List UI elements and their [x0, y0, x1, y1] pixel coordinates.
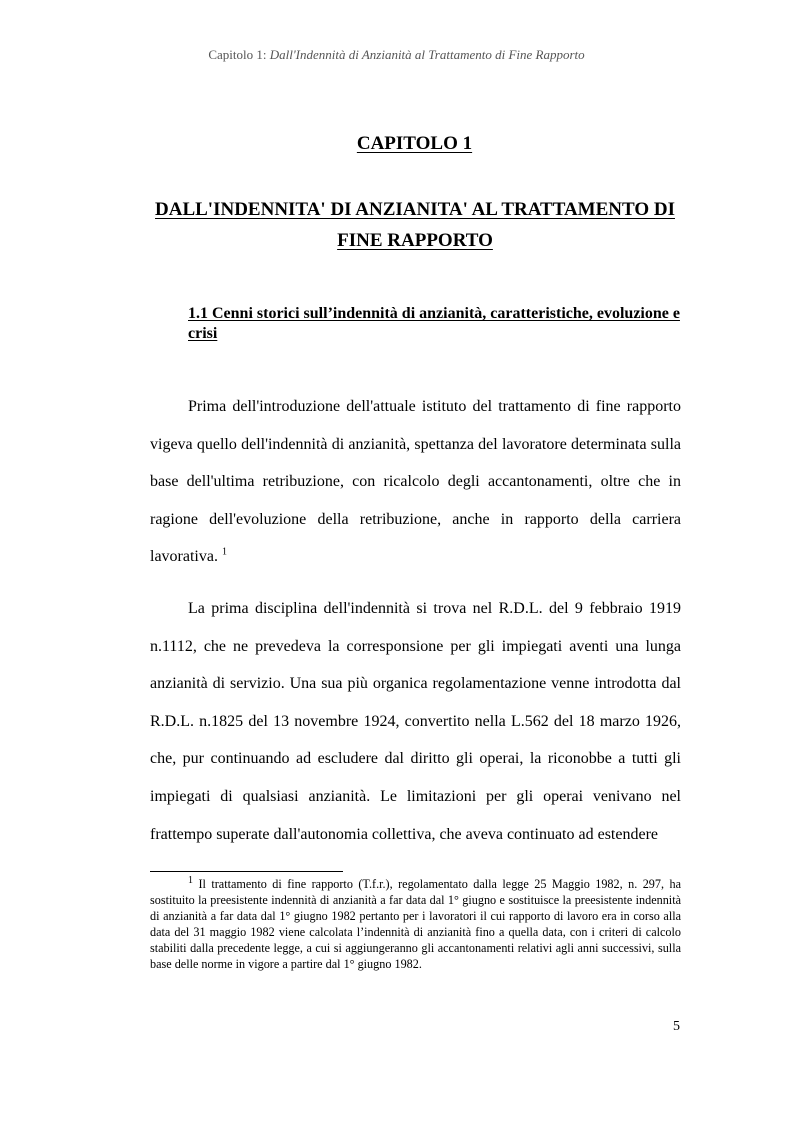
chapter-label: CAPITOLO 1: [356, 133, 473, 154]
footnote-reference: 1: [221, 547, 227, 559]
footnote-separator: [150, 871, 343, 872]
paragraph-text: La prima disciplina dell'indennità si trova nel R.D.L. del 9 febbraio 1919 n.1112, che ne prevedeva la corresponsione per gli impiegati aventi una lunga anzianità di servizio. Una sua più organica regolamentazione venne introdotta dal R.D.L. n.1825 del 13 novembre 1924, convertito nella L.562 del 18 marzo 1926, che, pur continuando ad escludere dal diritto gli operai, la riconobbe a tutti gli impiegati di qualsiasi anzianità. Le limitazioni per gli operai venivano nel frattempo superate dall'autonomia collettiva, che aveva continuato ad estendere: [150, 599, 681, 843]
paragraph-text: Prima dell'introduzione dell'attuale istituto del trattamento di fine rapporto vigeva quello dell'indennità di anzianità, spettanza del lavoratore determinata sulla base dell'ultima retribuzione, con ricalcolo degli accantonamenti, oltre che in ragione dell'evoluzione della retribuzione, anche in rapporto della carriera lavorativa.: [150, 398, 681, 566]
chapter-title: DALL'INDENNITA' DI ANZIANITA' AL TRATTAMENTO DI FINE RAPPORTO: [155, 199, 675, 251]
section-heading: 1.1 Cenni storici sull’indennità di anzianità, caratteristiche, evoluzione e crisi: [188, 305, 680, 342]
body-text: [150, 388, 681, 867]
paragraph: [150, 388, 681, 576]
paragraph: [150, 590, 681, 853]
running-header: [0, 47, 793, 63]
footnote: [150, 876, 681, 972]
footnote-number: 1: [188, 874, 193, 886]
page-number: 5: [673, 1019, 680, 1034]
running-header-prefix: Capitolo 1:: [208, 47, 270, 62]
footnote-text: Il trattamento di fine rapporto (T.f.r.), regolamentato dalla legge 25 Maggio 1982, n. 297, ha sostituito la preesistente indennità di anzianità a far data dal 1° giugno e sostituisce la preesistente indennità di anzianità a far data dal 1° giugno 1982 pertanto per i lavoratori il cui rapporto di lavoro era in corso alla data del 31 maggio 1982 viene calcolata l’indennità di anzianità fino a quella data, con i criteri di calcolo stabiliti dalla precedente legge, a cui si aggiungeranno gli accantonamenti relativi agli anni successivi, sulla base delle norme in vigore a partire dal 1° giugno 1982.: [150, 877, 681, 971]
running-header-title: Dall'Indennità di Anzianità al Trattamento di Fine Rapporto: [269, 47, 585, 62]
